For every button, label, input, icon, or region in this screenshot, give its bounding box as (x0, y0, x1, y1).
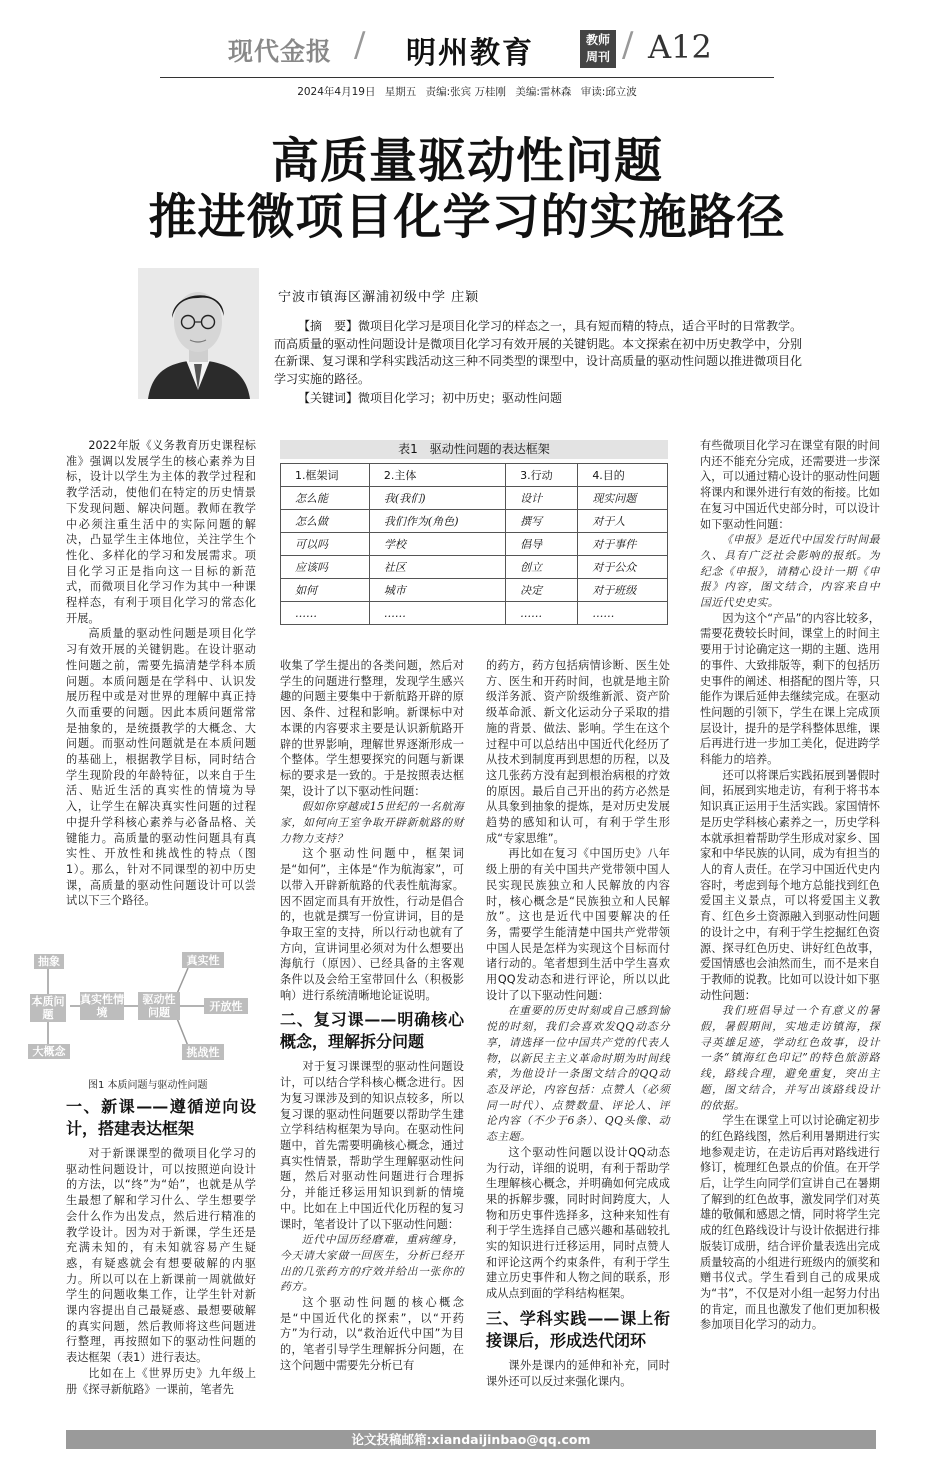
table-cell: …… (281, 602, 370, 625)
abstract: 【摘 要】微项目化学习是项目化学习的样态之一，具有短而精的特点，适合平时的日常教学。而高质量的驱动性问题设计是微项目化学习有效开展的关键钥匙。本文探索在初中历史教学中，分别在新课、复习课和学科实践活动这三种不同类型的课型中，设计高质量的驱动性问题以推进微项目化学习实施的路径。 (274, 319, 803, 386)
expression-framework-table (280, 463, 668, 625)
diagram-abstract: 抽象 (34, 954, 64, 969)
table-cell: 学校 (369, 533, 505, 556)
driving-question-quote: 近代中国历经磨难，重病缠身，今天请大家做一回医生，分析已经开出的几张药方的疗效并给出一张你的药方。 (280, 1233, 464, 1294)
issue-designer: 美编:雷林森 (515, 86, 572, 98)
table-header-cell: 3.行动 (506, 464, 578, 487)
driving-question-quote: 我们班倡导过一个有意义的暑假，暑假期间，实地走访镇海，探寻英雄足迹，学动红色故事，设计一条“镇海红色印记”的特色旅游路线，路线合理，避免重复，突出主题，图文结合，并写出该路线设计的依据。 (700, 1004, 880, 1112)
table-cell: 对于事件 (578, 533, 668, 556)
author-portrait-icon (138, 268, 259, 399)
paragraph: 这个驱动性问题中，框架词是“如何”，主体是“作为航海家”，可以带入开辟新航路的代表性航海家。因不固定而具有开放性，行动是倡合的，也就是撰写一份宣讲词，目的是争取王室的支持，所以行动也就有了方向，宣讲词里必须对为什么想要出海航行（原因）、已经具备的主客观条件以及会给王室带回什么（积极影响）进行系统清晰地论证说明。 (280, 847, 464, 1002)
headline-line-2: 推进微项目化学习的实施路径 (148, 189, 786, 245)
keywords: 【关键词】微项目化学习；初中历史；驱动性问题 (298, 391, 563, 405)
paragraph: 再比如在复习《中国历史》八年级上册的有关中国共产党带领中国人民实现民族独立和人民解放的内容时，核心概念是“民族独立和人民解放”。这也是近代中国要解决的任务，需要学生能清楚中国共产党带领中国人民是怎样为实现这个目标而付诸行动的。笔者想到生活中学生喜欢用QQ发动态和进行评论，所以以此设计了以下驱动性问题： (486, 847, 670, 1002)
table-cell: 现实问题 (578, 487, 668, 510)
section-heading-2: 二、复习课——明确核心概念，理解拆分问题 (280, 1010, 464, 1052)
issue-info (0, 84, 934, 99)
table-cell: 应该吗 (281, 556, 370, 579)
table-cell: …… (369, 602, 505, 625)
diagram-challenge: 挑战性 (182, 1044, 224, 1060)
diagram-driving-question: 驱动性问题 (138, 992, 180, 1020)
table-cell: 可以吗 (281, 533, 370, 556)
badge-line-1: 教师 (585, 33, 610, 47)
table-cell: 怎么做 (281, 510, 370, 533)
issue-weekday: 星期五 (384, 86, 417, 98)
section-title: 明州教育 (406, 36, 534, 71)
issue-date: 2024年4月19日 (297, 86, 376, 98)
driving-question-quote: 假如你穿越成15世纪的一名航海家，如何向王室争取开辟新航路的财力物力支持？ (280, 800, 464, 845)
table-header-cell: 2.主体 (369, 464, 505, 487)
diagram-essential-question: 本质问题 (31, 995, 65, 1021)
author-photo (138, 268, 259, 399)
masthead-divider: / (622, 25, 634, 65)
issue-proofreader: 审读:邱立波 (580, 86, 637, 98)
table-cell: 对于公众 (578, 556, 668, 579)
masthead-rule (160, 77, 774, 78)
column-1-lower (66, 1096, 256, 1397)
paragraph: 对于复习课课型的驱动性问题设计，可以结合学科核心概念进行。因为复习课涉及到的知识点较多，所以复习课的驱动性问题要以帮助学生建立学科结构框架为导向。在驱动性问题中，首先需要明确核心概念，通过真实性情景，帮助学生理解驱动性问题，然后对驱动性问题进行合理拆分，并能迁移运用知识到新的情境中。比如在上中国近代化历程的复习课时，笔者设计了以下驱动性问题： (280, 1060, 464, 1231)
table-cell: 对于班级 (578, 579, 668, 602)
driving-question-quote: 《申报》是近代中国发行时间最久、具有广泛社会影响的报纸。为纪念《申报》，请精心设计一期《申报》内容，图文结合，内容来自中国近代史史实。 (700, 533, 880, 610)
table-cell: …… (506, 602, 578, 625)
table-cell: 创立 (506, 556, 578, 579)
column-3 (486, 658, 670, 1389)
weekly-badge (580, 30, 616, 68)
table-cell: 城市 (369, 579, 505, 602)
paragraph: 收集了学生提出的各类问题，然后对学生的问题进行整理，发现学生感兴趣的问题主要集中于新航路开辟的原因、条件、过程和影响。新课标中对本课的内容要求主要是认识新航路开辟的世界影响，理解世界逐渐形成一个整体。学生想要探究的问题与新课标的要求是一致的。于是按照表达框架，设计了以下驱动性问题： (280, 659, 464, 798)
table-cell: 对于人 (578, 510, 668, 533)
paragraph: 对于新课课型的微项目化学习的驱动性问题设计，可以按照逆向设计的方法，以“终”为“始”，也就是从学生最想了解和学习什么、学生想要学会什么作为出发点，然后进行精准的教学设计。因为对于新课，学生还是充满未知的，有未知就容易产生疑惑，有疑惑就会有想要破解的内驱力。所以可以在上新课前一周就做好学生的问题收集工作，让学生针对新课内容提出自己最疑惑、最想要破解的真实问题，然后教师将这些问题进行整理，再按照如下的驱动性问题的表达框架（表1）进行表达。 (66, 1147, 256, 1365)
headline-line-1: 高质量驱动性问题 (270, 133, 663, 189)
table-cell: 设计 (506, 487, 578, 510)
table-cell: 怎么能 (281, 487, 370, 510)
paragraph: 有些微项目化学习在课堂有限的时间内还不能充分完成，还需要进一步深入，可以通过精心设计的驱动性问题将课内和课外进行有效的衔接。比如在复习中国近代史部分时，可以设计如下驱动性问题： (700, 439, 880, 531)
diagram-authenticity: 真实性 (182, 952, 224, 968)
table-row (281, 487, 668, 510)
page-number: A12 (648, 28, 712, 66)
section-heading-1: 一、新课——遵循逆向设计，搭建表达框架 (66, 1097, 256, 1138)
submission-email-bar: 论文投稿邮箱:xiandaijinbao@qq.com (66, 1430, 876, 1449)
paragraph: 这个驱动性问题的核心概念是“中国近代化的探索”，以“开药方”为行动，以“救治近代中国”为目的，笔者引导学生理解拆分问题，在这个问题中需要先分析已有 (280, 1296, 464, 1372)
paragraph: 学生在课堂上可以讨论确定初步的红色路线图，然后利用暑期进行实地参观走访，在走访后再对路线进行修订，梳理红色景点的价值。在开学后，让学生向同学们宣讲自己在暑期了解到的红色故事，激发同学们对英雄的敬佩和感恩之情，同时将学生完成的红色路线设计与设计依据进行排版装订成册，结合评价量表选出完成质量较高的小组进行班级内的颁奖和赠书仪式。学生看到自己的成果成为“书”，不仅是对小组一起努力付出的肯定，而且也激发了他们更加积极参加项目化学习的动力。 (700, 1114, 880, 1332)
table-header-row (281, 464, 668, 487)
issue-editor: 责编:张宾 万桂刚 (425, 86, 507, 98)
table-cell: 倡导 (506, 533, 578, 556)
column-2 (280, 658, 464, 1374)
paragraph: 还可以将课后实践拓展到暑假时间，拓展到实地走访，有利于将书本知识真正运用于生活实践。家国情怀是历史学科核心素养之一，历史学科本就承担着帮助学生形成对家乡、国家和中华民族的认同，成为有担当的人的育人责任。在学习中国近代史内容时，考虑到每个地方总能找到红色爱国主义景点，可以将爱国主义教育、红色乡土资源融入到驱动性问题的设计之中，有利于学生挖掘红色资源、探寻红色历史、讲好红色故事，爱国情感也会油然而生，而不是来自于教师的说教。比如可以设计如下驱动性问题： (700, 768, 880, 1002)
paragraph: 因为这个“产品”的内容比较多，需要花费较长时间，课堂上的时间主要用于讨论确定这一期的主题、选用的事件、大致排版等，剩下的包括历史事件的阐述、相搭配的图片等，只能作为课后延伸去继续完成。在驱动性问题的引领下，学生在课上完成顶层设计，提升的是学科整体思维，课后再进行进一步加工美化，促进跨学科能力的培养。 (700, 611, 880, 767)
diagram-big-concept: 大概念 (28, 1044, 70, 1059)
table-header-cell: 4.目的 (578, 464, 668, 487)
driving-question-quote: 在重要的历史时刻或自己感到愉悦的时刻，我们会喜欢发QQ动态分享，请选择一位中国共产党的代表人物，以新民主主义革命时期为时间线索，为他设计一条图文结合的QQ动态及评论，内容包括：点赞人（必须同一时代）、点赞数量、评论人、评论内容（不少于6条）、QQ头像、动态主题。 (486, 1004, 670, 1144)
column-4 (700, 438, 880, 1333)
masthead-divider: / (354, 25, 366, 65)
table-row (281, 579, 668, 602)
table-cell: 我们作为(角色) (369, 510, 505, 533)
table-row (281, 602, 668, 625)
table-row (281, 533, 668, 556)
table-cell: 我(我们) (369, 487, 505, 510)
paragraph: 2022年版《义务教育历史课程标准》强调以发展学生的核心素养为目标，设计以学生为主体的教学过程和教学活动，使他们在特定的历史情景下发现问题、解决问题。教师在教学中必须注重生活中的实际问题的解决，凸显学生主体地位，关注学生个性化、多样化的学习和发展需求。项目化学习正是指向这一目标的新范式，而微项目化学习作为其中一种课程样态，有利于项目化学习的常态化开展。 (66, 439, 256, 625)
column-1-upper (66, 438, 256, 909)
table-cell: 如何 (281, 579, 370, 602)
figure-caption: 图1 本质问题与驱动性问题 (88, 1080, 208, 1091)
table-cell: …… (578, 602, 668, 625)
diagram-authentic-situation: 真实性情境 (80, 993, 124, 1019)
table-cell: 社区 (369, 556, 505, 579)
table-header-cell: 1.框架词 (281, 464, 370, 487)
table-cell: 决定 (506, 579, 578, 602)
author-byline: 宁波市镇海区澥浦初级中学 庄颖 (278, 290, 480, 305)
table-row (281, 510, 668, 533)
newspaper-brand: 现代金报 (228, 37, 333, 66)
table-cell: 撰写 (506, 510, 578, 533)
badge-line-2: 周刊 (585, 50, 610, 64)
figure-1-diagram (26, 948, 266, 1068)
paragraph: 高质量的驱动性问题是项目化学习有效开展的关键钥匙。在设计驱动性问题之前，需要先搞清楚学科本质问题。本质问题是在学科中、认识发展历程中或是对世界的理解中真正持久而重要的问题。因此本质问题常常是抽象的，是统摄教学的大概念、大问题。而驱动性问题就是在本质问题的基础上，根据教学目标，同时结合学生现阶段的年龄特征，以来自于生活、贴近生活的真实性的情境为导入，让学生在解决真实性问题的过程中提升学科核心素养与必备品格、关键能力。高质量的驱动性问题具有真实性、开放性和挑战性的特点（图1）。那么，针对不同课型的初中历史课，高质量的驱动性问题设计可以尝试以下三个路径。 (66, 627, 256, 908)
paragraph: 课外是课内的延伸和补充，同时课外还可以反过来强化课内。 (486, 1358, 670, 1388)
diagram-openness: 开放性 (204, 998, 248, 1014)
section-heading-3: 三、学科实践——课上衔接课后，形成迭代闭环 (486, 1308, 670, 1350)
paragraph: 比如在上《世界历史》九年级上册《探寻新航路》一课前，笔者先 (66, 1366, 256, 1396)
table-caption: 表1 驱动性问题的表达框架 (280, 440, 668, 459)
table-row (281, 556, 668, 579)
paragraph: 的药方，药方包括病情诊断、医生处方、医生和开药时间，也就是地主阶级洋务派、资产阶级维新派、资产阶级革命派、新文化运动分子采取的措施的背景、做法、影响。学生在这个过程中可以总结出中国近代化经历了从技术到制度再到思想的历程，以及这几张药方没有起到根治病根的疗效的原因。最后自己开出的药方必然是从具象到抽象的提炼，是对历史发展趋势的感知和认可，有利于学生形成“专家思维”。 (486, 659, 670, 845)
paragraph: 这个驱动性问题以设计QQ动态为行动，详细的说明，有利于帮助学生理解核心概念，并明确如何完成成果的拆解步骤，同时时间跨度大，人物和历史事件选择多，这种来知性有利于学生选择自己感兴趣和基础较扎实的知识进行迁移运用，同时点赞人和评论这两个约束条件，有利于学生建立历史事件和人物之间的联系，形成从点到面的学科结构框架。 (486, 1145, 670, 1301)
